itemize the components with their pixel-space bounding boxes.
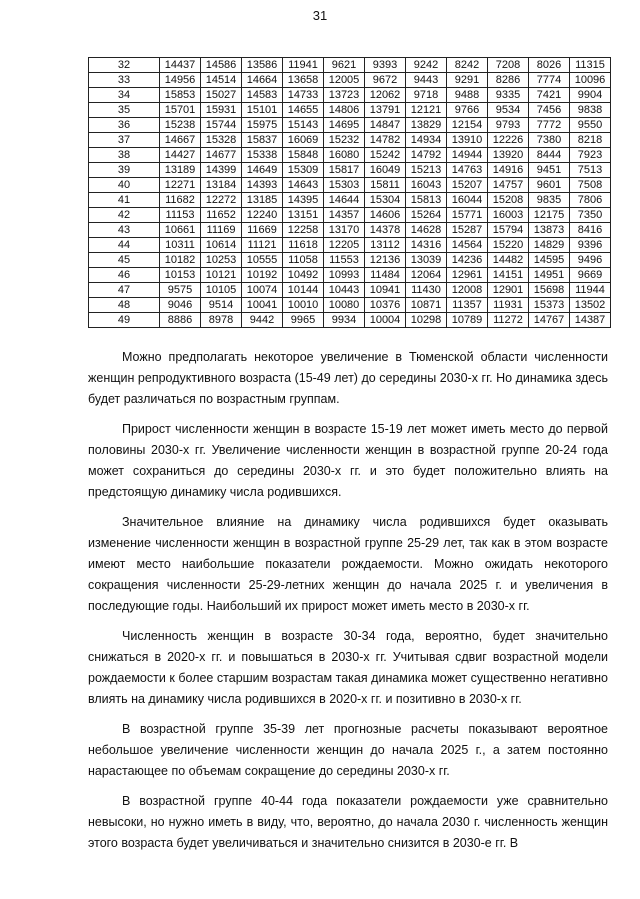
paragraph: Можно предполагать некоторое увеличение в Тюменской области численности женщин репродуктивного возраста (15-49 лет) до середины 2030-х гг. Но динамика здесь будет различаться по возрастным группам. [88,350,608,406]
value-cell: 7350 [570,208,611,223]
value-cell: 12008 [447,283,488,298]
value-cell: 12205 [324,238,365,253]
value-cell: 10311 [160,238,201,253]
value-cell: 11430 [406,283,447,298]
value-cell: 15771 [447,208,488,223]
value-cell: 9672 [365,73,406,88]
value-cell: 16003 [488,208,529,223]
age-cell: 43 [89,223,160,238]
value-cell: 11941 [283,58,324,73]
age-cell: 45 [89,253,160,268]
value-cell: 14586 [201,58,242,73]
value-cell: 10298 [406,313,447,328]
value-cell: 10121 [201,268,242,283]
value-cell: 15287 [447,223,488,238]
value-cell: 14829 [529,238,570,253]
value-cell: 11121 [242,238,283,253]
value-cell: 13658 [283,73,324,88]
age-cell: 36 [89,118,160,133]
value-cell: 10789 [447,313,488,328]
value-cell: 9442 [242,313,283,328]
table-row [89,223,611,238]
value-cell: 9514 [201,298,242,313]
value-cell: 10080 [324,298,365,313]
value-cell: 11553 [324,253,365,268]
value-cell: 9838 [570,103,611,118]
value-cell: 15794 [488,223,529,238]
value-cell: 10144 [283,283,324,298]
value-cell: 14767 [529,313,570,328]
value-cell: 14427 [160,148,201,163]
value-cell: 9904 [570,88,611,103]
value-cell: 9396 [570,238,611,253]
value-cell: 12005 [324,73,365,88]
value-cell: 16080 [324,148,365,163]
value-cell: 12064 [406,268,447,283]
value-cell: 9766 [447,103,488,118]
age-cell: 33 [89,73,160,88]
value-cell: 13829 [406,118,447,133]
table-row [89,238,611,253]
value-cell: 14956 [160,73,201,88]
value-cell: 14643 [283,178,324,193]
value-cell: 15701 [160,103,201,118]
population-table [88,57,611,328]
table-row [89,298,611,313]
table-row [89,178,611,193]
value-cell: 15242 [365,148,406,163]
value-cell: 14628 [406,223,447,238]
value-cell: 8218 [570,133,611,148]
value-cell: 8978 [201,313,242,328]
value-cell: 14357 [324,208,365,223]
value-cell: 15232 [324,133,365,148]
value-cell: 14944 [447,148,488,163]
table-row [89,283,611,298]
value-cell: 11682 [160,193,201,208]
value-cell: 13723 [324,88,365,103]
value-cell: 15208 [488,193,529,208]
value-cell: 14583 [242,88,283,103]
value-cell: 12272 [201,193,242,208]
value-cell: 10993 [324,268,365,283]
value-cell: 14316 [406,238,447,253]
value-cell: 9496 [570,253,611,268]
value-cell: 10153 [160,268,201,283]
table-body [89,58,611,328]
value-cell: 14934 [406,133,447,148]
value-cell: 13112 [365,238,406,253]
value-cell: 10555 [242,253,283,268]
value-cell: 8416 [570,223,611,238]
value-cell: 15373 [529,298,570,313]
value-cell: 11484 [365,268,406,283]
value-cell: 15931 [201,103,242,118]
value-cell: 9451 [529,163,570,178]
value-cell: 14951 [529,268,570,283]
value-cell: 14644 [324,193,365,208]
value-cell: 14763 [447,163,488,178]
age-cell: 39 [89,163,160,178]
value-cell: 14387 [570,313,611,328]
value-cell: 14782 [365,133,406,148]
value-cell: 12226 [488,133,529,148]
value-cell: 13910 [447,133,488,148]
value-cell: 13039 [406,253,447,268]
value-cell: 11058 [283,253,324,268]
value-cell: 14606 [365,208,406,223]
value-cell: 9718 [406,88,447,103]
table-row [89,103,611,118]
value-cell: 9534 [488,103,529,118]
value-cell: 10192 [242,268,283,283]
value-cell: 11315 [570,58,611,73]
value-cell: 15698 [529,283,570,298]
value-cell: 12240 [242,208,283,223]
value-cell: 12901 [488,283,529,298]
value-cell: 8286 [488,73,529,88]
value-cell: 13184 [201,178,242,193]
paragraph: Значительное влияние на динамику числа родившихся будет оказывать изменение численности женщин в возрастной группе 25-29 лет, так как в этом возрасте имеют место наибольшие показатели рождаемости. Можно ожидать некоторого сокращения численности 25-29-летних женщин до начала 2025 г. и увеличения в последующие годы. Наибольший их прирост может иметь место в 2030-х гг. [88,515,608,613]
value-cell: 13791 [365,103,406,118]
value-cell: 14667 [160,133,201,148]
value-cell: 9242 [406,58,447,73]
value-cell: 8886 [160,313,201,328]
age-cell: 47 [89,283,160,298]
value-cell: 11931 [488,298,529,313]
age-cell: 34 [89,88,160,103]
value-cell: 15264 [406,208,447,223]
paragraph: В возрастной группе 40-44 года показатели рождаемости уже сравнительно невысоки, но нужно иметь в виду, что, вероятно, до начала 2030 г. численность женщин этого возраста будет увеличиваться и значительно снизится в 2030-е гг. В [88,794,608,850]
value-cell: 9393 [365,58,406,73]
value-cell: 15975 [242,118,283,133]
value-cell: 10376 [365,298,406,313]
value-cell: 8026 [529,58,570,73]
table-row [89,313,611,328]
value-cell: 13873 [529,223,570,238]
age-cell: 48 [89,298,160,313]
value-cell: 7923 [570,148,611,163]
value-cell: 10871 [406,298,447,313]
value-cell: 15837 [242,133,283,148]
value-cell: 14151 [488,268,529,283]
value-cell: 10443 [324,283,365,298]
value-cell: 11944 [570,283,611,298]
age-cell: 46 [89,268,160,283]
value-cell: 9550 [570,118,611,133]
table-row [89,73,611,88]
value-cell: 14564 [447,238,488,253]
body-text [88,347,608,863]
table-row [89,253,611,268]
value-cell: 15207 [447,178,488,193]
value-cell: 13151 [283,208,324,223]
value-cell: 15813 [406,193,447,208]
value-cell: 10105 [201,283,242,298]
table-row [89,88,611,103]
value-cell: 14437 [160,58,201,73]
age-cell: 35 [89,103,160,118]
value-cell: 9793 [488,118,529,133]
age-cell: 40 [89,178,160,193]
age-cell: 44 [89,238,160,253]
value-cell: 7456 [529,103,570,118]
value-cell: 15220 [488,238,529,253]
value-cell: 14677 [201,148,242,163]
value-cell: 15143 [283,118,324,133]
value-cell: 14395 [283,193,324,208]
value-cell: 7774 [529,73,570,88]
value-cell: 14847 [365,118,406,133]
value-cell: 13185 [242,193,283,208]
value-cell: 11357 [447,298,488,313]
value-cell: 16069 [283,133,324,148]
value-cell: 7513 [570,163,611,178]
table-row [89,133,611,148]
value-cell: 9291 [447,73,488,88]
value-cell: 9934 [324,313,365,328]
value-cell: 10096 [570,73,611,88]
value-cell: 15101 [242,103,283,118]
table-row [89,208,611,223]
value-cell: 10004 [365,313,406,328]
value-cell: 14399 [201,163,242,178]
value-cell: 9575 [160,283,201,298]
value-cell: 13920 [488,148,529,163]
value-cell: 8242 [447,58,488,73]
value-cell: 7806 [570,193,611,208]
value-cell: 11272 [488,313,529,328]
value-cell: 12121 [406,103,447,118]
value-cell: 16049 [365,163,406,178]
value-cell: 10492 [283,268,324,283]
value-cell: 11169 [201,223,242,238]
value-cell: 15817 [324,163,365,178]
value-cell: 11669 [242,223,283,238]
value-cell: 12258 [283,223,324,238]
value-cell: 15238 [160,118,201,133]
value-cell: 12154 [447,118,488,133]
value-cell: 14649 [242,163,283,178]
value-cell: 11153 [160,208,201,223]
age-cell: 41 [89,193,160,208]
value-cell: 8444 [529,148,570,163]
table-row [89,58,611,73]
value-cell: 14664 [242,73,283,88]
paragraph: В возрастной группе 35-39 лет прогнозные расчеты показывают вероятное небольшое увеличение численности женщин до начала 2025 г., а затем постоянно нарастающее по объемам сокращение до середины 2030-х гг. [88,722,608,778]
value-cell: 13586 [242,58,283,73]
value-cell: 7421 [529,88,570,103]
value-cell: 10941 [365,283,406,298]
value-cell: 15213 [406,163,447,178]
value-cell: 10253 [201,253,242,268]
value-cell: 14393 [242,178,283,193]
value-cell: 9488 [447,88,488,103]
paragraph: Прирост численности женщин в возрасте 15-19 лет может иметь место до первой половины 2030-х гг. Увеличение численности женщин в возрастной группе 20-24 года может сохраниться до середины 2030-х гг. и это будет положительно влиять на предстоящую динамику числа родившихся. [88,422,608,499]
value-cell: 14916 [488,163,529,178]
value-cell: 14695 [324,118,365,133]
value-cell: 15304 [365,193,406,208]
value-cell: 14595 [529,253,570,268]
value-cell: 13170 [324,223,365,238]
value-cell: 9046 [160,298,201,313]
value-cell: 12271 [160,178,201,193]
value-cell: 12062 [365,88,406,103]
value-cell: 9835 [529,193,570,208]
table-row [89,193,611,208]
age-cell: 49 [89,313,160,328]
value-cell: 14514 [201,73,242,88]
value-cell: 9443 [406,73,447,88]
value-cell: 7208 [488,58,529,73]
value-cell: 15309 [283,163,324,178]
table-row [89,148,611,163]
value-cell: 7508 [570,178,611,193]
value-cell: 14792 [406,148,447,163]
value-cell: 10074 [242,283,283,298]
value-cell: 9335 [488,88,529,103]
value-cell: 12136 [365,253,406,268]
value-cell: 14655 [283,103,324,118]
value-cell: 10041 [242,298,283,313]
age-cell: 42 [89,208,160,223]
value-cell: 12961 [447,268,488,283]
value-cell: 15027 [201,88,242,103]
value-cell: 14482 [488,253,529,268]
value-cell: 13502 [570,298,611,313]
age-cell: 38 [89,148,160,163]
value-cell: 14236 [447,253,488,268]
value-cell: 15328 [201,133,242,148]
value-cell: 11652 [201,208,242,223]
value-cell: 9601 [529,178,570,193]
value-cell: 16044 [447,193,488,208]
value-cell: 14806 [324,103,365,118]
value-cell: 14378 [365,223,406,238]
value-cell: 15811 [365,178,406,193]
value-cell: 15744 [201,118,242,133]
value-cell: 9621 [324,58,365,73]
value-cell: 15338 [242,148,283,163]
value-cell: 7772 [529,118,570,133]
paragraph: Численность женщин в возрасте 30-34 года, вероятно, будет значительно снижаться в 2020-х гг. и повышаться в 2030-х гг. Учитывая сдвиг возрастной модели рождаемости к более старшим возрастам такая динамика может существенно негативно влиять на динамику числа родившихся в 2020-х гг. и позитивно в 2030-х гг. [88,629,608,706]
table-row [89,163,611,178]
value-cell: 9669 [570,268,611,283]
age-cell: 32 [89,58,160,73]
value-cell: 13189 [160,163,201,178]
value-cell: 11618 [283,238,324,253]
value-cell: 14757 [488,178,529,193]
value-cell: 10661 [160,223,201,238]
value-cell: 15848 [283,148,324,163]
value-cell: 10182 [160,253,201,268]
value-cell: 14733 [283,88,324,103]
value-cell: 9965 [283,313,324,328]
value-cell: 15853 [160,88,201,103]
value-cell: 7380 [529,133,570,148]
table-row [89,118,611,133]
page-number: 31 [312,8,328,23]
value-cell: 16043 [406,178,447,193]
value-cell: 12175 [529,208,570,223]
value-cell: 15303 [324,178,365,193]
table-row [89,268,611,283]
value-cell: 10010 [283,298,324,313]
age-cell: 37 [89,133,160,148]
value-cell: 10614 [201,238,242,253]
